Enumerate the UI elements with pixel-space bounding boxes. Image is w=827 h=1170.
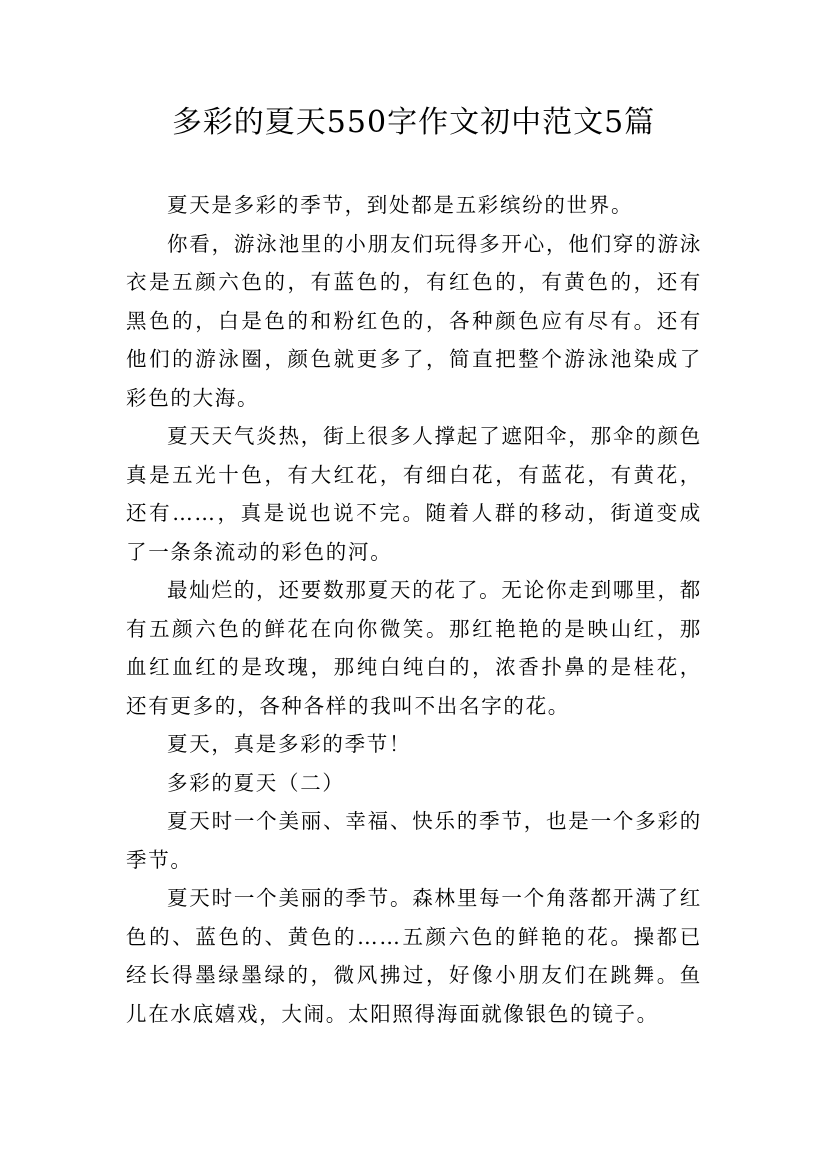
- paragraph: 夏天时一个美丽的季节。森林里每一个角落都开满了红色的、蓝色的、黄色的……五颜六色的鲜艳的花。操都已经长得墨绿墨绿的，微风拂过，好像小朋友们在跳舞。鱼儿在水底嬉戏，大闹。太阳照得海面就像银色的镜子。: [126, 886, 702, 1026]
- paragraph: 最灿烂的，还要数那夏天的花了。无论你走到哪里，都有五颜六色的鲜花在向你微笑。那红艳艳的是映山红，那血红血红的是玫瑰，那纯白纯白的，浓香扑鼻的是桂花，还有更多的，各种各样的我叫不出名字的花。: [126, 578, 702, 718]
- paragraph: 夏天天气炎热，街上很多人撑起了遮阳伞，那伞的颜色真是五光十色，有大红花，有细白花，有蓝花，有黄花，还有……，真是说也说不完。随着人群的移动，街道变成了一条条流动的彩色的河。: [126, 424, 702, 564]
- section-heading: 多彩的夏天（二）: [167, 770, 345, 795]
- document-body: [126, 186, 702, 1033]
- paragraph: 夏天是多彩的季节，到处都是五彩缤纷的世界。: [167, 193, 634, 217]
- paragraph: 你看，游泳池里的小朋友们玩得多开心，他们穿的游泳衣是五颜六色的，有蓝色的，有红色的，有黄色的，还有黑色的，白是色的和粉红色的，各种颜色应有尽有。还有他们的游泳圈，颜色就更多了，简直把整个游泳池染成了彩色的大海。: [126, 231, 702, 410]
- page-title: 多彩的夏天550字作文初中范文5篇: [171, 105, 656, 140]
- paragraph: 夏天时一个美丽、幸福、快乐的季节，也是一个多彩的季节。: [126, 809, 702, 872]
- paragraph: 夏天，真是多彩的季节！: [167, 732, 412, 756]
